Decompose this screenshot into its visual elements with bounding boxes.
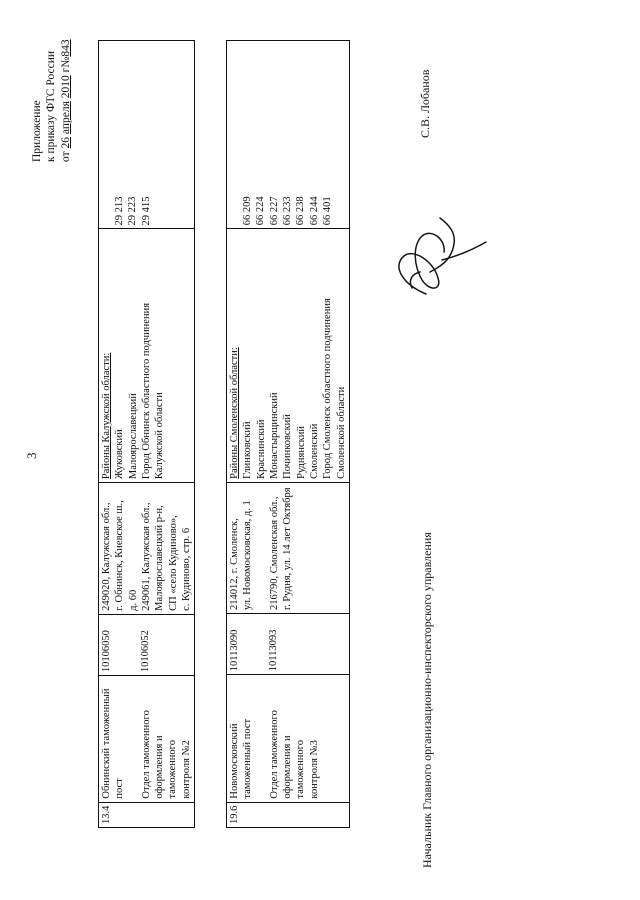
districts-cell (227, 229, 350, 483)
okato-code (334, 44, 347, 225)
appendix-line-2: к приказу ФТС России (45, 51, 58, 162)
post-addresses-cell (99, 483, 195, 615)
address-line: СП «село Кудиново», (167, 515, 179, 611)
order-number-prefix: № (59, 56, 72, 68)
okato-code: 66 401 (321, 196, 333, 226)
okato-codes-cell (99, 41, 195, 229)
district-name: Город Обнинск областного подчинения (140, 302, 152, 480)
row-number: 13.4 (99, 802, 195, 827)
district-name: Малоярославецкий (127, 393, 139, 480)
post-codes-cell (227, 614, 350, 675)
districts-heading: Районы Смоленской области: (229, 347, 240, 479)
district-name: Смоленской области (335, 386, 347, 479)
post-name-line: Обнинский таможенный (101, 688, 112, 799)
post-names-cell (227, 675, 350, 802)
date-day: 26 (59, 137, 72, 149)
address-line: 214012, г. Смоленск, (229, 518, 240, 611)
spacer (100, 44, 113, 225)
okato-code: 66 244 (308, 196, 320, 226)
spacer (113, 618, 126, 672)
address-line: г. Обнинск, Киевское ш., (114, 500, 126, 611)
appendix-date-line (59, 39, 73, 162)
post-code: 10113093 (268, 629, 280, 672)
district-name: Калужской области (154, 392, 166, 480)
post-name-line: оформления и таможенного (153, 735, 179, 799)
customs-table-kaluga (98, 40, 195, 828)
okato-code: 66 238 (295, 196, 307, 226)
appendix-header (30, 39, 73, 162)
date-year: 2010 (59, 75, 72, 99)
date-year-suffix: г (59, 67, 72, 73)
row-number: 19.6 (227, 802, 350, 827)
handwritten-signature (382, 212, 492, 302)
post-name-line: таможенный пост (242, 718, 254, 799)
post-name-line: контроля №2 (180, 740, 192, 799)
address-line: с. Кудиново, стр. 6 (180, 527, 192, 611)
post-name-line: пост (114, 778, 126, 799)
post-name-line: оформления и таможенного (281, 735, 307, 799)
date-prefix: от (59, 151, 72, 162)
okato-code: 66 227 (268, 196, 280, 226)
okato-code: 29 415 (140, 196, 152, 226)
district-name: Жуковский (114, 429, 126, 480)
okato-code: 29 213 (114, 196, 125, 226)
date-month: апреля (59, 101, 72, 135)
address-line: 216790, Смоленская обл., (268, 496, 280, 611)
okato-codes-cell (227, 41, 350, 229)
district-name: Монастырщинский (268, 392, 280, 479)
customs-table-smolensk (226, 40, 350, 828)
post-code: 10113090 (229, 629, 240, 672)
post-codes-cell (99, 614, 195, 675)
post-name-line: Отдел таможенного (140, 710, 152, 799)
post-code: 10106052 (140, 630, 152, 673)
page-number: 3 (24, 452, 39, 459)
address-line: г. Рудня, ул. 14 лет Октября (281, 487, 293, 611)
district-name: Смоленский (308, 423, 320, 479)
post-name-line: контроля №3 (308, 740, 320, 799)
spacer (126, 618, 139, 672)
okato-code: 66 209 (242, 196, 253, 226)
address-line: д. 60 (127, 589, 139, 611)
address-line: ул. Новомосковская, д. 1 (242, 500, 254, 611)
spacer (228, 44, 241, 225)
address-line: 249061, Калужская обл., (140, 502, 152, 611)
spacer (254, 617, 267, 671)
address-line: Малоярославецкий р-н, (154, 505, 166, 611)
spacer (255, 678, 268, 798)
district-name: Починковский (282, 414, 294, 479)
district-name: Руднянский (295, 426, 307, 479)
district-name: Краснинский (255, 419, 267, 479)
spacer (255, 486, 268, 610)
address-line: 249020, Калужская обл., (101, 502, 112, 611)
okato-code: 29 223 (127, 196, 139, 226)
post-names-cell (99, 676, 195, 802)
spacer (127, 679, 140, 798)
table-row (227, 41, 350, 828)
districts-cell (99, 229, 195, 483)
post-name-line: Отдел таможенного (268, 710, 280, 799)
district-name: Город Смоленск областного подчинения (322, 298, 334, 479)
signer-name: С.В. Лобанов (418, 69, 432, 138)
table-row (99, 41, 195, 828)
post-addresses-cell (227, 482, 350, 613)
districts-heading: Районы Калужской области: (101, 352, 112, 480)
post-name-line: Новомосковский (229, 723, 240, 799)
okato-code (153, 44, 166, 225)
district-name: Глинковский (242, 421, 254, 479)
okato-code: 66 233 (281, 196, 293, 226)
signer-title: Начальник Главного организационно-инспекторского управления (420, 532, 434, 868)
okato-code: 66 224 (255, 196, 267, 226)
spacer (241, 617, 254, 671)
post-code: 10106050 (101, 630, 112, 673)
appendix-line-1: Приложение (31, 100, 43, 162)
order-number: 843 (59, 39, 72, 57)
